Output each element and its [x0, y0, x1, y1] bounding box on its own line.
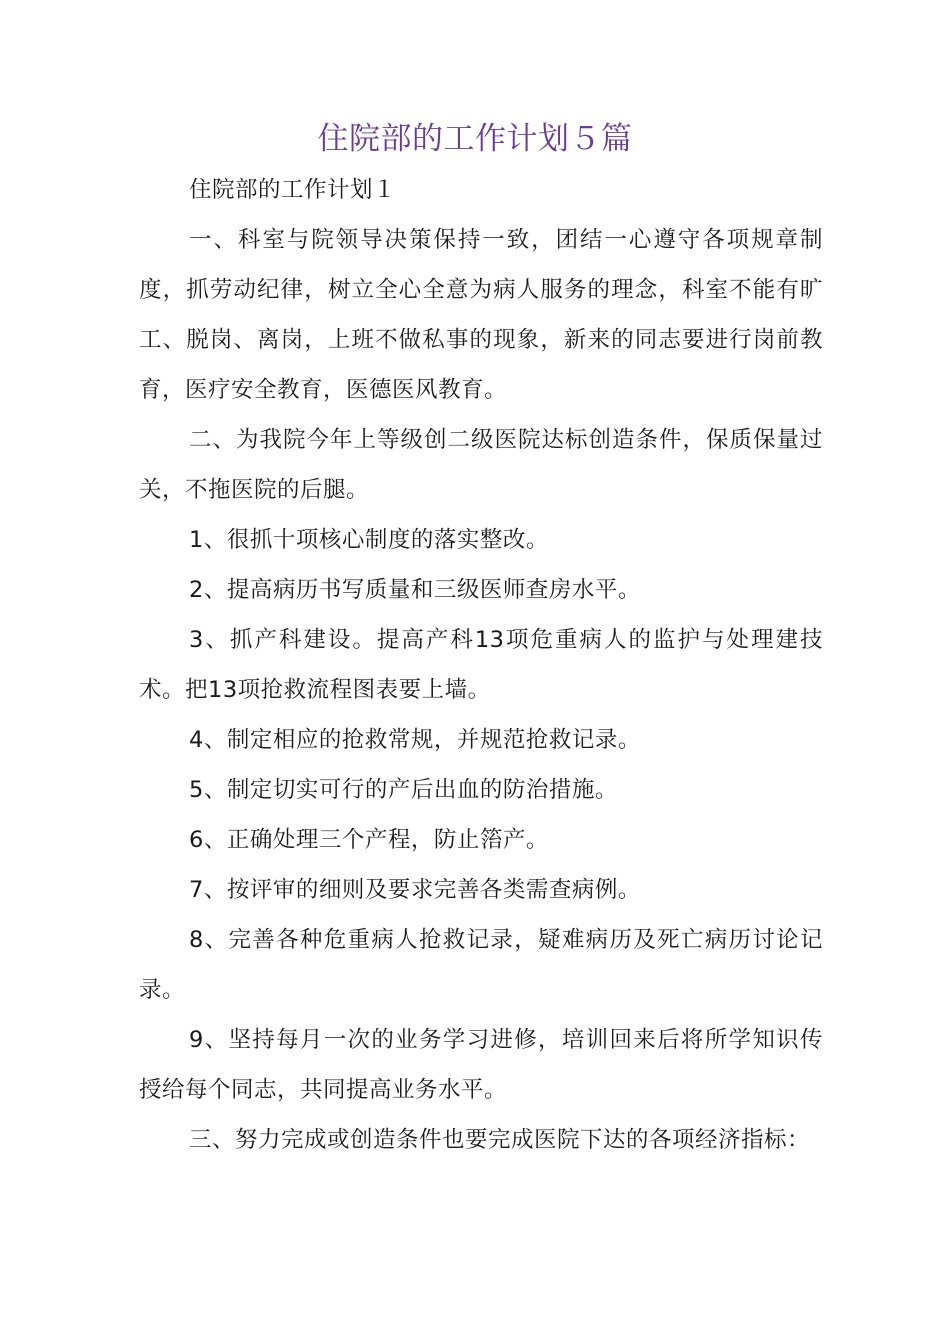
paragraph-item-6: 6、正确处理三个产程，防止箈产。 [189, 827, 549, 853]
paragraph-section-3: 三、努力完成或创造条件也要完成医院下达的各项经济指标： [189, 1127, 811, 1153]
paragraph-section-2: 二、为我院今年上等级创二级医院达标创造条件，保质保量过关，不拖医院的后腿。 [139, 427, 823, 503]
paragraph-item-3: 3、抓产科建设。提高产科13项危重病人的监护与处理建技术。把13项抢救流程图表要上墙。 [139, 627, 823, 703]
document-title: 住院部的工作计划５篇 [317, 121, 633, 157]
paragraph-item-4: 4、制定相应的抢救常规，并规范抢救记录。 [189, 727, 641, 753]
paragraph-item-9: 9、坚持每月一次的业务学习进修，培训回来后将所学知识传授给每个同志，共同提高业务水平。 [139, 1027, 823, 1103]
paragraph-section-1: 一、科室与院领导决策保持一致，团结一心遵守各项规章制度，抓劳动纪律，树立全心全意为病人服务的理念，科室不能有旷工、脱岗、离岗，上班不做私事的现象，新来的同志要进行岗前教育，医疗安全教育，医德医风教育。 [139, 227, 823, 403]
paragraph-item-1: 1、很抓十项核心制度的落实整改。 [189, 527, 549, 553]
document-body [139, 165, 823, 1165]
paragraph-item-2: 2、提高病历书写质量和三级医师查房水平。 [189, 577, 641, 603]
paragraph-item-8: 8、完善各种危重病人抢救记录，疑难病历及死亡病历讨论记录。 [139, 927, 823, 1003]
paragraph-item-7: 7、按评审的细则及要求完善各类需查病例。 [189, 877, 641, 903]
paragraph-subtitle: 住院部的工作计划１ [189, 177, 397, 203]
paragraph-item-5: 5、制定切实可行的产后出血的防治措施。 [189, 777, 618, 803]
